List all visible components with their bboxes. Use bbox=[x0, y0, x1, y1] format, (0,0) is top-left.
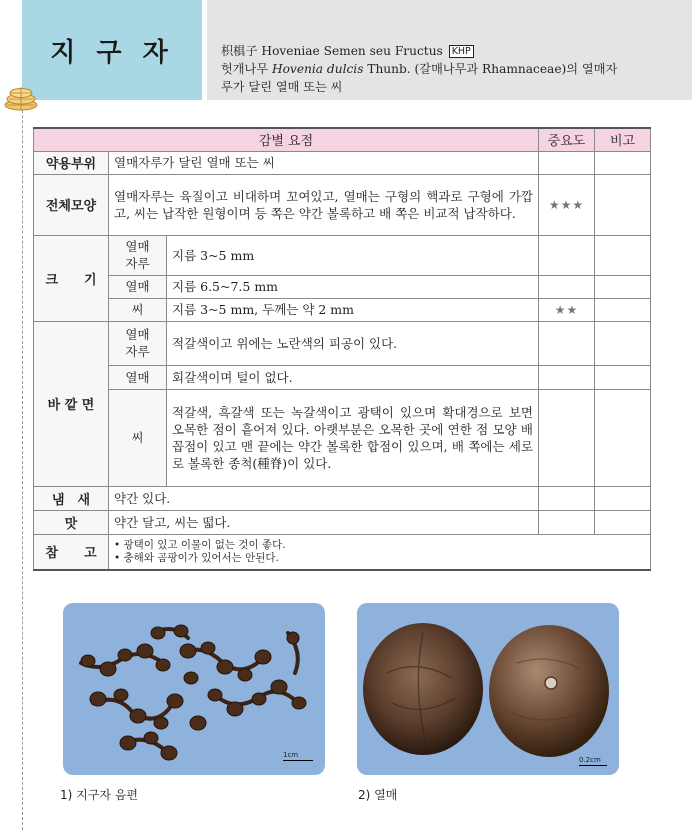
surface-stalk-text: 적갈색이고 위에는 노란색의 피공이 있다. bbox=[167, 321, 539, 365]
reference-item: • 광택이 있고 이물이 없는 것이 좋다. bbox=[114, 539, 645, 552]
title-panel bbox=[22, 0, 202, 100]
note-cell bbox=[595, 510, 651, 534]
row-label-taste: 맛 bbox=[34, 510, 109, 534]
size-stalk-text: 지름 3~5 mm bbox=[167, 235, 539, 275]
page-title: 지 구 자 bbox=[50, 37, 174, 68]
importance-cell bbox=[539, 510, 595, 534]
importance-cell bbox=[539, 321, 595, 365]
note-cell bbox=[595, 235, 651, 275]
scale-bar-1 bbox=[283, 751, 313, 761]
header-key-points: 감별 요점 bbox=[34, 128, 539, 151]
header-line-1 bbox=[221, 42, 682, 60]
scale-label-1: 1cm bbox=[283, 751, 299, 759]
note-cell bbox=[595, 151, 651, 174]
note-cell bbox=[595, 321, 651, 365]
origin-text: 열매자루가 달린 열매 또는 씨 bbox=[109, 151, 539, 174]
note-cell bbox=[595, 174, 651, 235]
table-header-row bbox=[34, 128, 651, 151]
row-label-size: 크 기 bbox=[34, 235, 109, 321]
table-row bbox=[34, 321, 651, 365]
importance-cell bbox=[539, 151, 595, 174]
photo-fruit bbox=[357, 603, 619, 775]
importance-cell bbox=[539, 275, 595, 298]
family-info: Thunb. (갈매나무과 Rhamnaceae)의 열매자 bbox=[363, 62, 618, 76]
row-label-origin: 약용부위 bbox=[34, 151, 109, 174]
note-cell bbox=[595, 365, 651, 389]
table-row bbox=[34, 486, 651, 510]
table-row bbox=[34, 534, 651, 570]
sub-label: 열매 bbox=[109, 365, 167, 389]
reference-item: • 충해와 곰팡이가 있어서는 안된다. bbox=[114, 552, 645, 565]
note-cell bbox=[595, 298, 651, 321]
note-cell bbox=[595, 389, 651, 486]
reference-list bbox=[109, 534, 651, 570]
table-row bbox=[34, 235, 651, 275]
shape-text: 열매자루는 육질이고 비대하며 꼬여있고, 열매는 구형의 핵과로 구형에 가깝고, 씨는 납작한 원형이며 등 쪽은 약간 볼록하고 배 쪽은 비교적 납작하다. bbox=[109, 174, 539, 235]
row-label-reference: 참 고 bbox=[34, 534, 109, 570]
table-row bbox=[34, 389, 651, 486]
sub-label: 열매 bbox=[109, 275, 167, 298]
row-label-shape: 전체모양 bbox=[34, 174, 109, 235]
margin-dashed-line bbox=[22, 0, 23, 830]
khp-badge: KHP bbox=[449, 45, 474, 58]
sub-label: 씨 bbox=[109, 389, 167, 486]
sub-label-text: 열매 자루 bbox=[125, 327, 150, 359]
header-line-2 bbox=[221, 60, 682, 78]
fruit-closeup-image bbox=[357, 603, 619, 775]
common-name: 헛개나무 bbox=[221, 62, 272, 76]
sub-label bbox=[109, 321, 167, 365]
table-row bbox=[34, 275, 651, 298]
header-panel bbox=[207, 0, 692, 100]
smell-text: 약간 있다. bbox=[109, 486, 539, 510]
sub-label: 씨 bbox=[109, 298, 167, 321]
photo-slices bbox=[63, 603, 325, 775]
scale-bar-2 bbox=[579, 756, 607, 766]
species-name: Hovenia dulcis bbox=[271, 62, 364, 76]
herb-stack-icon bbox=[2, 82, 40, 112]
note-cell bbox=[595, 275, 651, 298]
surface-fruit-text: 회갈색이며 털이 없다. bbox=[167, 365, 539, 389]
table-row bbox=[34, 298, 651, 321]
table-row bbox=[34, 174, 651, 235]
caption-figure-2: 2) 열매 bbox=[358, 788, 398, 802]
taste-text: 약간 달고, 씨는 떫다. bbox=[109, 510, 539, 534]
row-label-smell: 냄 새 bbox=[34, 486, 109, 510]
importance-shape: ★★★ bbox=[539, 174, 595, 235]
table-row bbox=[34, 365, 651, 389]
stalk-cluster-image bbox=[63, 603, 325, 775]
sub-label bbox=[109, 235, 167, 275]
size-seed-text: 지름 3~5 mm, 두께는 약 2 mm bbox=[167, 298, 539, 321]
surface-seed-text: 적갈색, 흑갈색 또는 녹갈색이고 광택이 있으며 확대경으로 보면 오목한 점이 흩어져 있다. 아랫부분은 오목한 곳에 연한 점 모양 배꼽점이 있고 맨 끝에는 약간 볼록한 합점이 있으며, 배 쪽에는 세로로 볼록한 종척(種脊)이 있다. bbox=[167, 389, 539, 486]
note-cell bbox=[595, 486, 651, 510]
identification-table bbox=[33, 127, 651, 571]
caption-figure-1: 1) 지구자 음편 bbox=[60, 788, 138, 802]
row-label-surface: 바 깥 면 bbox=[34, 321, 109, 486]
scale-label-2: 0.2cm bbox=[579, 756, 601, 764]
importance-cell bbox=[539, 365, 595, 389]
header-importance: 중요도 bbox=[539, 128, 595, 151]
importance-cell bbox=[539, 235, 595, 275]
latin-name: 枳椇子 Hoveniae Semen seu Fructus bbox=[221, 44, 443, 58]
importance-cell bbox=[539, 389, 595, 486]
table-row bbox=[34, 151, 651, 174]
importance-cell bbox=[539, 486, 595, 510]
importance-size: ★★ bbox=[539, 298, 595, 321]
table-row bbox=[34, 510, 651, 534]
header-line-3: 루가 달린 열매 또는 씨 bbox=[221, 80, 343, 94]
size-fruit-text: 지름 6.5~7.5 mm bbox=[167, 275, 539, 298]
sub-label-text: 열매 자루 bbox=[125, 239, 150, 271]
header-description bbox=[221, 42, 682, 96]
header-note: 비고 bbox=[595, 128, 651, 151]
